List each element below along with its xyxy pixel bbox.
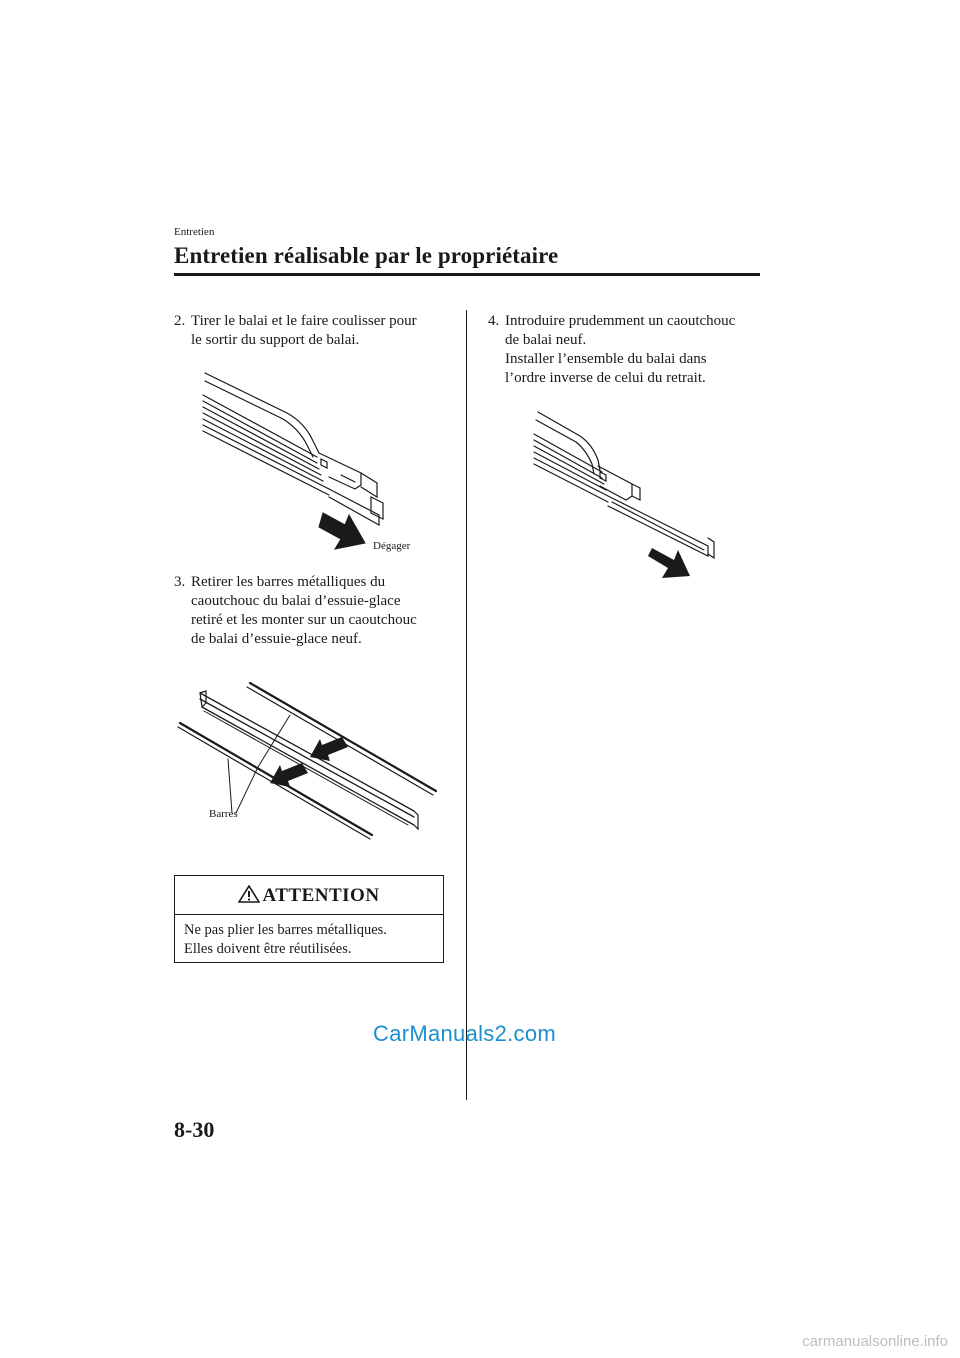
step-line: retiré et les monter sur un caoutchouc — [191, 612, 417, 628]
figure-caption-barres: Barres — [209, 808, 238, 820]
arrow-icon — [648, 548, 690, 578]
step-line: le sortir du support de balai. — [191, 332, 360, 348]
attention-box — [174, 875, 444, 963]
step-line: de balai neuf. — [505, 332, 587, 348]
step-line: Installer l’ensemble du balai dans — [505, 351, 707, 367]
step-number: 2. — [174, 313, 186, 329]
attention-line: Elles doivent être réutilisées. — [184, 941, 352, 957]
arrow-icon — [319, 513, 365, 549]
column-divider — [466, 310, 467, 1100]
arrow-icon — [270, 763, 308, 787]
step-line: Introduire prudemment un caoutchouc — [505, 313, 736, 329]
page-title: Entretien réalisable par le propriétaire — [174, 243, 559, 268]
arrow-icon — [310, 737, 348, 761]
warning-triangle-icon — [238, 885, 260, 903]
watermark: CarManuals2.com — [373, 1021, 557, 1046]
attention-body — [184, 921, 387, 959]
attention-header — [175, 876, 443, 915]
footer-brand: carmanualsonline.info — [802, 1333, 948, 1350]
step-line: l’ordre inverse de celui du retrait. — [505, 370, 706, 386]
attention-line: Ne pas plier les barres métalliques. — [184, 922, 387, 938]
title-rule — [174, 273, 760, 276]
wiper-install-illustration — [528, 408, 723, 583]
step-line: caoutchouc du balai d’essuie-glace — [191, 593, 401, 609]
wiper-remove-illustration — [195, 365, 425, 555]
step-line: Retirer les barres métalliques du — [191, 574, 386, 590]
step-line: de balai d’essuie-glace neuf. — [191, 631, 362, 647]
page-number: 8-30 — [174, 1117, 215, 1142]
attention-title: ATTENTION — [262, 885, 380, 906]
step-number: 3. — [174, 574, 186, 590]
step-number: 4. — [488, 313, 500, 329]
section-label: Entretien — [174, 226, 215, 238]
attention-title-row — [175, 885, 443, 907]
figure-caption-degager: Dégager — [373, 540, 411, 552]
step-line: Tirer le balai et le faire coulisser pour — [191, 313, 417, 329]
